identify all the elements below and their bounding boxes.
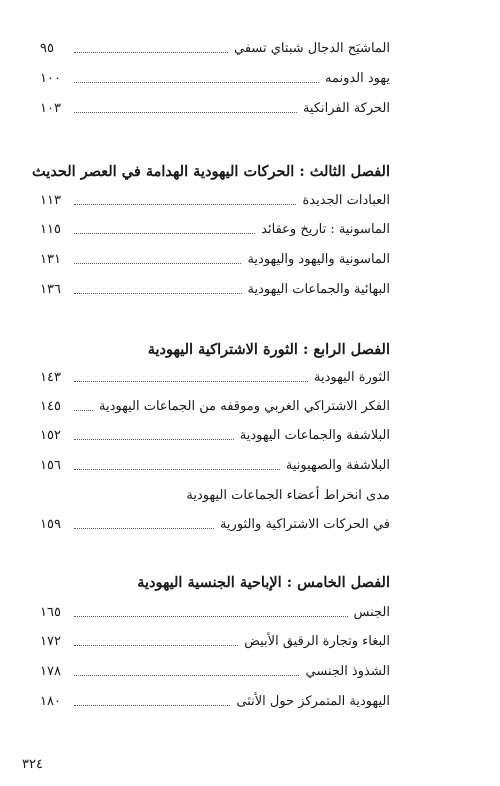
toc-entry-title: يهود الدونمه: [324, 70, 390, 86]
toc-entry-title: الثورة اليهودية: [313, 369, 390, 385]
toc-entry: [40, 37, 390, 59]
toc-entry-page: ١٤٣: [40, 369, 61, 385]
dot-leader: [74, 675, 299, 676]
toc-entry-page: ١٠٠: [40, 70, 61, 86]
toc-entry-title: اليهودية المتمركز حول الأنثى: [236, 693, 390, 709]
dot-leader: [74, 82, 319, 83]
toc-entry: [40, 189, 390, 211]
toc-entry-page: ١٠٣: [40, 100, 61, 116]
page-number: ٣٢٤: [22, 757, 43, 772]
toc-entry-title: الفكر الاشتراكي الغربي وموقفه من الجماعات اليهودية: [99, 398, 390, 414]
toc-entry: [40, 484, 390, 506]
dot-leader: [74, 645, 238, 646]
dot-leader: [74, 381, 308, 382]
toc-entry-title: في الحركات الاشتراكية والثورية: [219, 516, 390, 532]
dot-leader: [74, 439, 234, 440]
toc-entry: [40, 97, 390, 119]
toc-entry-page: ١٧٢: [40, 633, 61, 649]
toc-entry-title: مدى انخراط أعضاء الجماعات اليهودية: [186, 487, 390, 503]
chapter-heading: الفصل الرابع : الثورة الاشتراكية اليهودية: [147, 341, 390, 358]
toc-entry-title: الماشيَح الدجال شبتاي تسفي: [234, 40, 390, 56]
dot-leader: [74, 410, 93, 411]
toc-entry-title: الشذوذ الجنسي: [305, 663, 390, 679]
dot-leader: [74, 233, 255, 234]
dot-leader: [74, 469, 280, 470]
toc-entry-title: العبادات الجديدة: [302, 192, 390, 208]
toc-entry: [40, 67, 390, 89]
toc-entry-title: البلاشفة والجماعات اليهودية: [239, 427, 390, 443]
dot-leader: [74, 263, 241, 264]
toc-entry-page: ١٣٦: [40, 281, 61, 297]
toc-entry-page: ١٥٢: [40, 427, 61, 443]
toc-entry-page: ١٧٨: [40, 663, 61, 679]
toc-entry: [40, 248, 390, 270]
toc-entry: [40, 660, 390, 682]
toc-entry-title: الجنس: [353, 604, 390, 620]
toc-entry-page: ١٦٥: [40, 604, 61, 620]
toc-entry-page: ١٥٩: [40, 516, 61, 532]
toc-entry: [40, 454, 390, 476]
dot-leader: [74, 293, 242, 294]
toc-entry: [40, 630, 390, 652]
toc-entry-title: البهائية والجماعات اليهودية: [247, 281, 390, 297]
toc-entry-title: البغاء وتجارة الرقيق الأبيض: [244, 633, 390, 649]
toc-entry-page: ٩٥: [40, 40, 54, 56]
toc-entry-title: الماسونية : تاريخ وعقائد: [261, 221, 390, 237]
toc-entry-title: الماسونية واليهود واليهودية: [247, 251, 390, 267]
toc-entry-title: الحركة الفرانكية: [302, 100, 390, 116]
toc-entry-page: ١٣١: [40, 251, 61, 267]
toc-entry: [40, 366, 390, 388]
toc-entry: [40, 278, 390, 300]
dot-leader: [74, 52, 228, 53]
dot-leader: [74, 112, 297, 113]
dot-leader: [74, 616, 348, 617]
toc-entry-page: ١٥٦: [40, 457, 61, 473]
chapter-heading: الفصل الثالث : الحركات اليهودية الهدامة في العصر الحديث: [31, 163, 390, 180]
toc-entry-title: البلاشفة والصهيونية: [285, 457, 390, 473]
dot-leader: [74, 528, 214, 529]
toc-entry: [40, 424, 390, 446]
toc-entry-page: ١١٥: [40, 221, 61, 237]
toc-entry: [40, 395, 390, 417]
toc-entry: [40, 218, 390, 240]
chapter-heading: الفصل الخامس : الإباحية الجنسية اليهودية: [137, 574, 390, 591]
toc-entry-page: ١٤٥: [40, 398, 61, 414]
toc-entry: [40, 690, 390, 712]
toc-entry: [40, 601, 390, 623]
toc-entry-page: ١٨٠: [40, 693, 61, 709]
toc-entry-page: ١١٣: [40, 192, 61, 208]
dot-leader: [74, 705, 230, 706]
toc-entry: [40, 513, 390, 535]
dot-leader: [74, 204, 296, 205]
